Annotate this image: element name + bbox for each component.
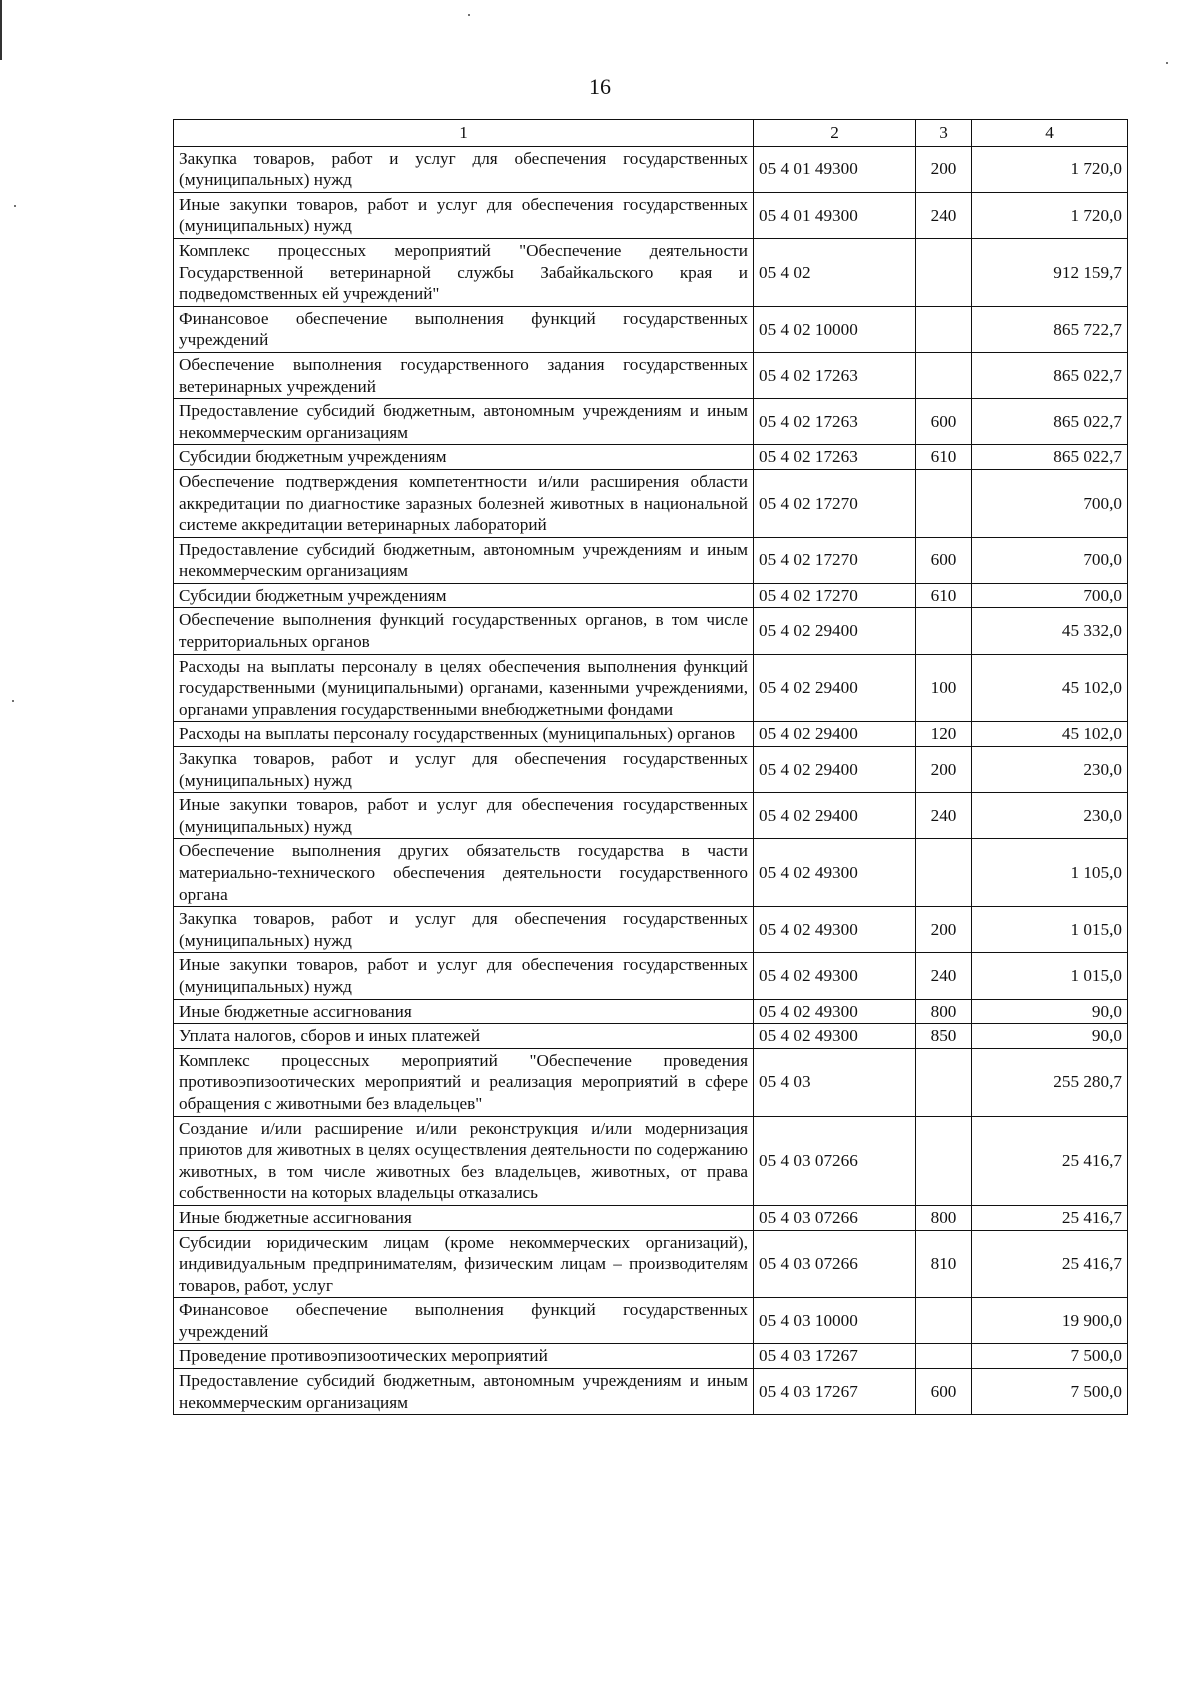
row-name-cell: Иные бюджетные ассигнования <box>174 1205 754 1230</box>
row-code-cell: 05 4 02 17270 <box>754 537 916 583</box>
row-name-cell: Расходы на выплаты персоналу государственных (муниципальных) органов <box>174 722 754 747</box>
row-amount-cell: 1 720,0 <box>972 146 1128 192</box>
table-row <box>174 654 1128 722</box>
row-code-cell: 05 4 02 17270 <box>754 469 916 537</box>
row-amount-cell: 19 900,0 <box>972 1298 1128 1344</box>
row-type-cell <box>916 306 972 352</box>
row-type-cell: 600 <box>916 1369 972 1415</box>
table-row <box>174 1024 1128 1049</box>
table-row <box>174 953 1128 999</box>
row-amount-cell: 255 280,7 <box>972 1048 1128 1116</box>
row-amount-cell: 230,0 <box>972 793 1128 839</box>
table-row <box>174 999 1128 1024</box>
table-row <box>174 1230 1128 1298</box>
row-amount-cell: 1 015,0 <box>972 953 1128 999</box>
row-type-cell: 600 <box>916 537 972 583</box>
row-amount-cell: 7 500,0 <box>972 1369 1128 1415</box>
row-type-cell <box>916 469 972 537</box>
budget-table <box>173 119 1128 1415</box>
row-name-cell: Закупка товаров, работ и услуг для обеспечения государственных (муниципальных) нужд <box>174 146 754 192</box>
column-header-2: 2 <box>754 120 916 147</box>
row-name-cell: Субсидии бюджетным учреждениям <box>174 583 754 608</box>
table-row <box>174 399 1128 445</box>
row-type-cell: 810 <box>916 1230 972 1298</box>
row-type-cell <box>916 238 972 306</box>
row-name-cell: Закупка товаров, работ и услуг для обеспечения государственных (муниципальных) нужд <box>174 907 754 953</box>
row-type-cell: 200 <box>916 146 972 192</box>
row-type-cell: 850 <box>916 1024 972 1049</box>
row-name-cell: Предоставление субсидий бюджетным, автономным учреждениям и иным некоммерческим организациям <box>174 399 754 445</box>
column-header-3: 3 <box>916 120 972 147</box>
table-row <box>174 1369 1128 1415</box>
table-row <box>174 907 1128 953</box>
row-code-cell: 05 4 02 49300 <box>754 839 916 907</box>
row-name-cell: Расходы на выплаты персоналу в целях обеспечения выполнения функций государственными (муниципальными) органами, казенными учреждениями, органами управления государственными внебюджетными фондами <box>174 654 754 722</box>
scan-speck <box>468 14 470 16</box>
row-code-cell: 05 4 03 07266 <box>754 1116 916 1205</box>
row-amount-cell: 865 022,7 <box>972 352 1128 398</box>
row-code-cell: 05 4 02 49300 <box>754 953 916 999</box>
row-type-cell <box>916 1344 972 1369</box>
row-amount-cell: 45 102,0 <box>972 654 1128 722</box>
row-name-cell: Обеспечение выполнения функций государственных органов, в том числе территориальных органов <box>174 608 754 654</box>
table-row <box>174 238 1128 306</box>
row-amount-cell: 865 022,7 <box>972 445 1128 470</box>
table-row <box>174 839 1128 907</box>
row-type-cell <box>916 839 972 907</box>
page-number: 16 <box>589 74 611 99</box>
row-name-cell: Субсидии бюджетным учреждениям <box>174 445 754 470</box>
row-code-cell: 05 4 02 10000 <box>754 306 916 352</box>
row-type-cell <box>916 1116 972 1205</box>
row-type-cell: 600 <box>916 399 972 445</box>
row-code-cell: 05 4 02 49300 <box>754 999 916 1024</box>
table-header-row <box>174 120 1128 147</box>
table-row <box>174 583 1128 608</box>
row-name-cell: Проведение противоэпизоотических мероприятий <box>174 1344 754 1369</box>
table-row <box>174 469 1128 537</box>
table-row <box>174 146 1128 192</box>
table-row <box>174 608 1128 654</box>
row-type-cell: 800 <box>916 1205 972 1230</box>
row-code-cell: 05 4 01 49300 <box>754 192 916 238</box>
row-name-cell: Обеспечение выполнения государственного задания государственных ветеринарных учреждений <box>174 352 754 398</box>
row-name-cell: Комплекс процессных мероприятий "Обеспечение проведения противоэпизоотических мероприятий и реализация мероприятий в сфере обращения с животными без владельцев" <box>174 1048 754 1116</box>
row-name-cell: Комплекс процессных мероприятий "Обеспечение деятельности Государственной ветеринарной службы Забайкальского края и подведомственных ей учреждений" <box>174 238 754 306</box>
table-row <box>174 306 1128 352</box>
row-type-cell <box>916 608 972 654</box>
row-code-cell: 05 4 02 29400 <box>754 793 916 839</box>
row-name-cell: Субсидии юридическим лицам (кроме некоммерческих организаций), индивидуальным предпринимателям, физическим лицам – производителям товаров, работ, услуг <box>174 1230 754 1298</box>
row-amount-cell: 1 720,0 <box>972 192 1128 238</box>
row-amount-cell: 25 416,7 <box>972 1116 1128 1205</box>
row-type-cell <box>916 1298 972 1344</box>
row-code-cell: 05 4 03 17267 <box>754 1369 916 1415</box>
row-code-cell: 05 4 02 17263 <box>754 445 916 470</box>
row-name-cell: Закупка товаров, работ и услуг для обеспечения государственных (муниципальных) нужд <box>174 747 754 793</box>
row-amount-cell: 865 722,7 <box>972 306 1128 352</box>
table-row <box>174 747 1128 793</box>
row-type-cell: 800 <box>916 999 972 1024</box>
row-name-cell: Иные закупки товаров, работ и услуг для обеспечения государственных (муниципальных) нужд <box>174 192 754 238</box>
row-code-cell: 05 4 03 17267 <box>754 1344 916 1369</box>
table-row <box>174 192 1128 238</box>
table-body <box>174 146 1128 1415</box>
table-row <box>174 793 1128 839</box>
row-amount-cell: 700,0 <box>972 469 1128 537</box>
row-name-cell: Финансовое обеспечение выполнения функций государственных учреждений <box>174 1298 754 1344</box>
table-row <box>174 445 1128 470</box>
row-amount-cell: 700,0 <box>972 537 1128 583</box>
row-code-cell: 05 4 02 49300 <box>754 907 916 953</box>
column-header-4: 4 <box>972 120 1128 147</box>
row-code-cell: 05 4 02 17263 <box>754 352 916 398</box>
row-amount-cell: 25 416,7 <box>972 1230 1128 1298</box>
column-header-1: 1 <box>174 120 754 147</box>
table-row <box>174 1205 1128 1230</box>
row-amount-cell: 90,0 <box>972 1024 1128 1049</box>
row-type-cell: 610 <box>916 445 972 470</box>
row-amount-cell: 45 102,0 <box>972 722 1128 747</box>
row-type-cell: 200 <box>916 747 972 793</box>
row-code-cell: 05 4 02 <box>754 238 916 306</box>
row-type-cell <box>916 1048 972 1116</box>
row-amount-cell: 7 500,0 <box>972 1344 1128 1369</box>
row-code-cell: 05 4 03 07266 <box>754 1230 916 1298</box>
row-amount-cell: 1 105,0 <box>972 839 1128 907</box>
scan-edge-mark <box>0 0 2 60</box>
row-name-cell: Иные закупки товаров, работ и услуг для обеспечения государственных (муниципальных) нужд <box>174 953 754 999</box>
row-name-cell: Обеспечение подтверждения компетентности и/или расширения области аккредитации по диагностике заразных болезней животных в национальной системе аккредитации ветеринарных лабораторий <box>174 469 754 537</box>
row-amount-cell: 25 416,7 <box>972 1205 1128 1230</box>
scan-speck <box>14 205 16 207</box>
row-amount-cell: 912 159,7 <box>972 238 1128 306</box>
row-code-cell: 05 4 03 07266 <box>754 1205 916 1230</box>
row-name-cell: Предоставление субсидий бюджетным, автономным учреждениям и иным некоммерческим организациям <box>174 1369 754 1415</box>
row-code-cell: 05 4 03 10000 <box>754 1298 916 1344</box>
row-name-cell: Иные закупки товаров, работ и услуг для обеспечения государственных (муниципальных) нужд <box>174 793 754 839</box>
row-type-cell: 240 <box>916 793 972 839</box>
row-name-cell: Уплата налогов, сборов и иных платежей <box>174 1024 754 1049</box>
table-row <box>174 1344 1128 1369</box>
table-row <box>174 352 1128 398</box>
scan-speck <box>12 700 14 702</box>
row-code-cell: 05 4 02 49300 <box>754 1024 916 1049</box>
row-code-cell: 05 4 02 29400 <box>754 747 916 793</box>
row-type-cell: 240 <box>916 953 972 999</box>
row-type-cell: 100 <box>916 654 972 722</box>
row-code-cell: 05 4 01 49300 <box>754 146 916 192</box>
row-name-cell: Финансовое обеспечение выполнения функций государственных учреждений <box>174 306 754 352</box>
table-row <box>174 722 1128 747</box>
row-code-cell: 05 4 02 17263 <box>754 399 916 445</box>
scan-speck <box>1166 62 1168 64</box>
table-row <box>174 1298 1128 1344</box>
row-amount-cell: 1 015,0 <box>972 907 1128 953</box>
row-type-cell: 610 <box>916 583 972 608</box>
row-code-cell: 05 4 02 29400 <box>754 654 916 722</box>
row-type-cell: 120 <box>916 722 972 747</box>
row-amount-cell: 230,0 <box>972 747 1128 793</box>
row-name-cell: Предоставление субсидий бюджетным, автономным учреждениям и иным некоммерческим организациям <box>174 537 754 583</box>
row-amount-cell: 45 332,0 <box>972 608 1128 654</box>
row-type-cell: 240 <box>916 192 972 238</box>
row-name-cell: Иные бюджетные ассигнования <box>174 999 754 1024</box>
row-amount-cell: 865 022,7 <box>972 399 1128 445</box>
row-code-cell: 05 4 02 29400 <box>754 608 916 654</box>
table-row <box>174 537 1128 583</box>
row-code-cell: 05 4 03 <box>754 1048 916 1116</box>
row-code-cell: 05 4 02 17270 <box>754 583 916 608</box>
table-row <box>174 1116 1128 1205</box>
row-code-cell: 05 4 02 29400 <box>754 722 916 747</box>
row-amount-cell: 700,0 <box>972 583 1128 608</box>
table-row <box>174 1048 1128 1116</box>
row-name-cell: Обеспечение выполнения других обязательств государства в части материально-технического обеспечения деятельности государственного органа <box>174 839 754 907</box>
row-type-cell <box>916 352 972 398</box>
row-type-cell: 200 <box>916 907 972 953</box>
row-name-cell: Создание и/или расширение и/или реконструкция и/или модернизация приютов для животных в целях осуществления деятельности по содержанию животных, в том числе животных без владельцев, животных, от права собственности на которых владельцы отказались <box>174 1116 754 1205</box>
row-amount-cell: 90,0 <box>972 999 1128 1024</box>
